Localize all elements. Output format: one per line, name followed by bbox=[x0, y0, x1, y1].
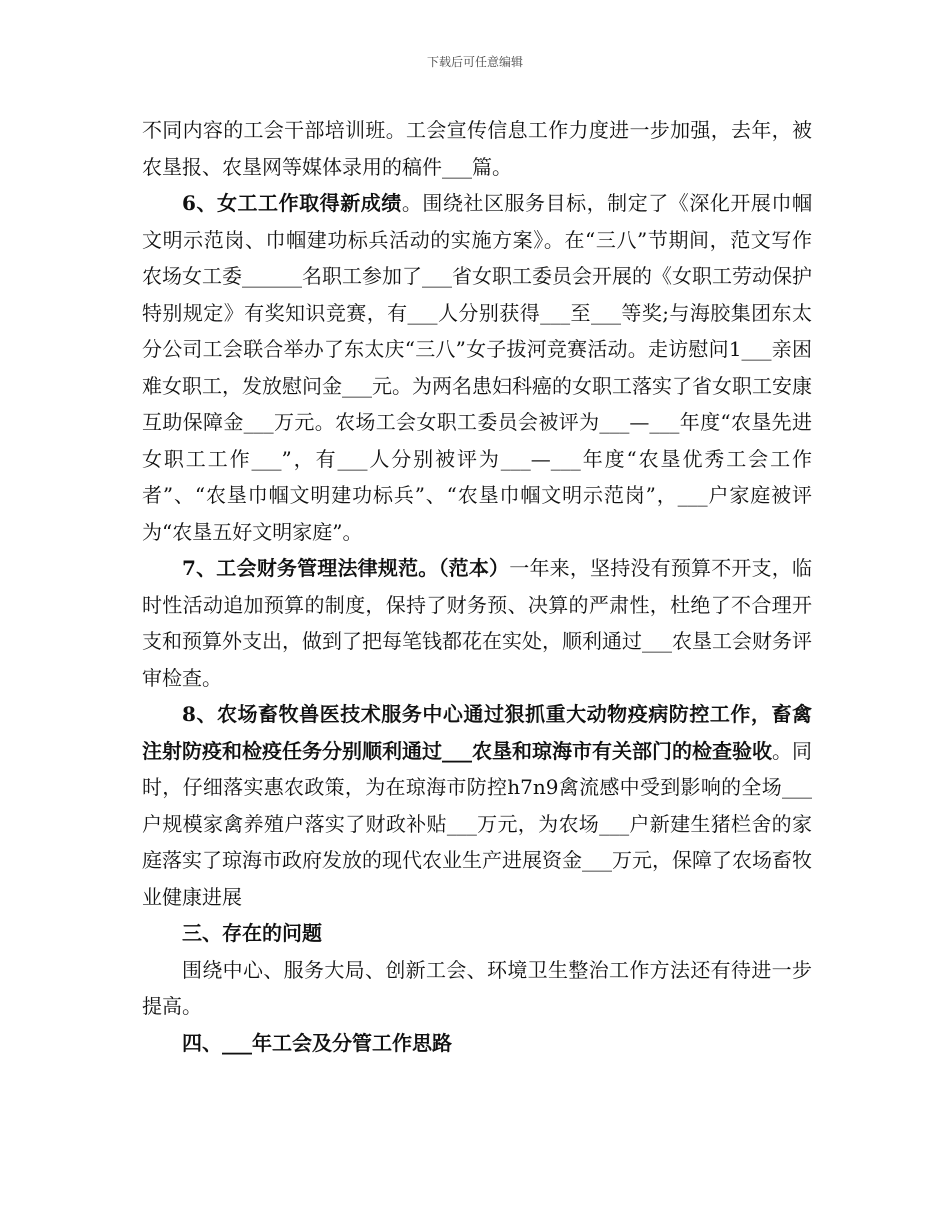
paragraph-women-work bbox=[142, 185, 812, 550]
section-title-finance: 7、工会财务管理法律规范。（范本） bbox=[182, 556, 510, 580]
document-body bbox=[142, 112, 812, 1061]
paragraph-veterinary-text: 。同时，仔细落实惠农政策，为在琼海市防控h7n9禽流感中受到影响的全场___户规模家禽养殖户落实了财政补贴___万元，为农场___户新建生猪栏舍的家庭落实了琼海市政府发放的现代农业生产进展资金___万元，保障了农场畜牧业健康进展 bbox=[142, 738, 812, 909]
section-title-veterinary: 8、农场畜牧兽医技术服务中心通过狠抓重大动物疫病防控工作，畜禽注射防疫和检疫任务分别顺利通过___农垦和琼海市有关部门的检查验收 bbox=[142, 702, 812, 763]
paragraph-problems: 围绕中心、服务大局、创新工会、环境卫生整治工作方法还有待进一步提高。 bbox=[142, 957, 812, 1018]
section-title-women-work: 6、女工工作取得新成绩 bbox=[182, 191, 402, 215]
page-header: 下载后可任意编辑 bbox=[426, 55, 523, 69]
paragraph-finance bbox=[142, 550, 812, 696]
heading-problems: 三、存在的问题 bbox=[182, 921, 322, 945]
paragraph-finance-text: 一年来，坚持没有预算不开支，临时性活动追加预算的制度，保持了财务预、决算的严肃性，杜绝了不合理开支和预算外支出，做到了把每笔钱都花在实处，顺利通过___农垦工会财务评审检查。 bbox=[142, 556, 812, 690]
paragraph-veterinary bbox=[142, 696, 812, 915]
paragraph-women-work-text: 。围绕社区服务目标，制定了《深化开展巾帼文明示范岗、巾帼建功标兵活动的实施方案》。在“三八”节期间，范文写作农场女工委______名职工参加了___省女职工委员会开展的《女职工劳动保护特别规定》有奖知识竞赛，有___人分别获得___至___等奖;与海胶集团东太分公司工会联合举办了东太庆“三八”女子拔河竞赛活动。走访慰问1___亲困难女职工，发放慰问金___元。为两名患妇科癌的女职工落实了省女职工安康互助保障金___万元。农场工会女职工委员会被评为___—___年度“农垦先进女职工工作___”，有___人分别被评为___—___年度“农垦优秀工会工作者”、“农垦巾帼文明建功标兵”、“农垦巾帼文明示范岗”，___户家庭被评为“农垦五好文明家庭”。 bbox=[142, 191, 812, 544]
heading-work-plan: 四、___年工会及分管工作思路 bbox=[182, 1030, 452, 1055]
paragraph-continuation: 不同内容的工会干部培训班。工会宣传信息工作力度进一步加强，去年，被农垦报、农垦网等媒体录用的稿件___篇。 bbox=[142, 118, 812, 179]
